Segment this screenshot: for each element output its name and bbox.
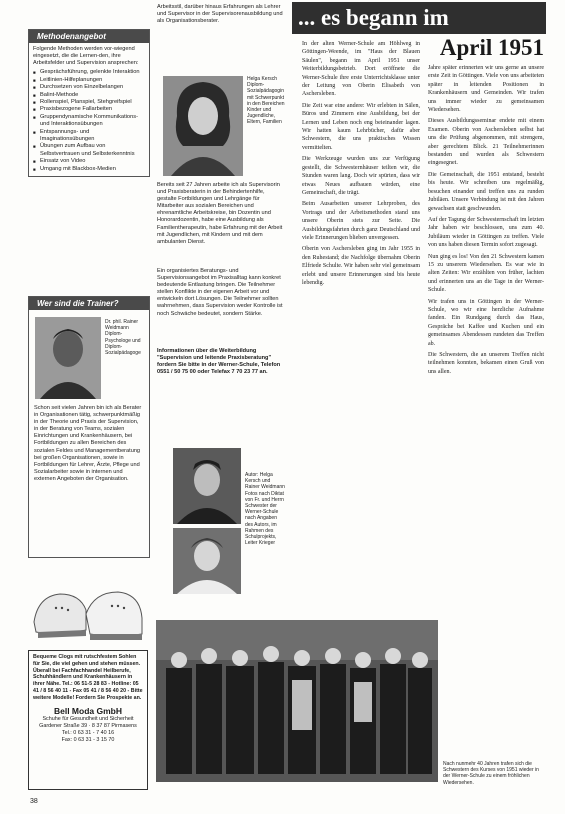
trainer-quote: Schon seit vielen Jahren bin ich als Berater in Organisationen tätig, schwerpunktmäßig in der Theorie und Praxis der Supervision, in der Beratung von Teams, sozialen Einrichtungen und Krankenhäusern, bei Fortbildungen zu allen Bereichen des sozialen Feldes und Managementberatung bei großen Organisationen, sowie in Fortbildungen für Lehrer, Ärzte, Pflege und Sozialarbeiter sowie in internen und externen Angeboten der Organisation. xyxy=(34,405,142,482)
method-item: ■ Gruppendynamische Kommunikations- und Interaktionsübungen xyxy=(33,114,145,129)
method-item: ■ Gesprächsführung, gelenkte Interaktion xyxy=(33,69,145,76)
article-paragraph: Dieses Ausbildungsseminar endete mit einem Examen. Oberin von Aschersleben selbst hat uns die Prüfung abgenommen, mit strengem, aber gerechtem Blick. 21 Teilnehmerinnen bestanden und wurden als Schwestern eingesegnet. xyxy=(428,118,544,167)
article-title-line-1: ... es begann im xyxy=(292,2,546,34)
middle-quote-3: Ein organisiertes Beratungs- und Supervisionsangebot im Praxisalltag kann konkret bedeutende Entlastung bringen. Die Teilnehmer stellen Konflikte in der eigenen Arbeit vor und entwickeln dort Lösungen. Die Teilnehmer sollten wahrnehmen, dass Supervision weder Kontrolle ist noch Schwäche bedeutet, sondern Stärke. xyxy=(157,268,283,317)
methods-box-header: Methodenangebot xyxy=(29,30,149,43)
article-paragraph: Die Schwestern, die an unserem Treffen nicht teilnehmen konnten, bekamen einen Gruß von uns allen. xyxy=(428,352,544,375)
group-photo-caption: Nach nunmehr 40 Jahren trafen sich die Schwestern des Kurses von 1951 wieder in der Werner-Schule zu einem fröhlichen Wiedersehen. xyxy=(442,760,548,787)
shoe-illustration xyxy=(28,574,148,646)
article-paragraph: Nun ging es los! Von den 21 Schwestern kamen 15 zu unserem Wiedersehen. Es war wie in alten Zeiten: Wir erzählten von früher, lachten und erinnerten uns an die Tage in der Werner-Schule. xyxy=(428,253,544,294)
article-paragraph: Die Zeit war eine andere: Wir erlebten in Sälen, Büros und Zimmern eine Ausbildung, bei der Lernen und Leben noch eng beieinander lagen. Wir hatten kaum Lehrbücher, dafür aber Schwestern, die uns praktisches Wissen vermittelten. xyxy=(302,102,420,151)
photo-authors-caption: Autor: Helga Kersch und Rainer Weidmann Fotos nach Diktat von Fr. und Herrn Schwester der Werner-Schule nach Angaben des Autors, im Rahmen des Schulprojekts, Leiter Krieger xyxy=(245,472,285,547)
shoe-ad-box xyxy=(28,650,148,790)
middle-top-text: Arbeitsstil, darüber hinaus Erfahrungen als Lehrer und Supervisor in der Supervisorenausbildung und als Organisationsberater. xyxy=(157,4,283,25)
method-item: ■ Umgang mit Blackbox-Medien xyxy=(33,166,145,173)
page-number: 38 xyxy=(30,798,38,805)
methods-intro: Folgende Methoden werden vor-wiegend eingesetzt, die die Lernen-den, ihre Arbeitsfelder und Supervision ansprechen: xyxy=(33,46,139,67)
photo-kersch xyxy=(163,76,243,176)
method-item: ■ Praxisbezogene Fallarbeiten xyxy=(33,106,145,113)
article-column-2 xyxy=(428,64,544,379)
article-paragraph: Auf der Tagung der Schwesternschaft im letzten Jahr haben wir beschlossen, uns zum 40. Jubiläum wieder in Göttingen zu treffen. Viele von uns haben diesen Termin sofort zugesagt. xyxy=(428,216,544,249)
method-item: ■ Rollenspiel, Planspiel, Stehgreifspiel xyxy=(33,99,145,106)
methods-list xyxy=(33,69,145,173)
article-paragraph: Beim Ausarbeiten unserer Lehrproben, des Vortrags und der Arbeitsmethoden stand uns unsere Oberin stets zur Seite. Die Ausbildungsfahrten durch ganz Deutschland und viele Erinnerungen blieben unvergessen. xyxy=(302,201,420,241)
article-paragraph: Die Gemeinschaft, die 1951 entstand, besteht bis heute. Wir schreiben uns regelmäßig, besuchen einander und treffen uns zu runden Jubiläen. Unsere Verbindung ist mit den Jahren gewachsen statt geschwunden. xyxy=(428,171,544,212)
article-paragraph: Jahre später erinnerten wir uns gerne an unsere erste Zeit in Göttingen. Viele von uns arbeiteten später in leitenden Positionen in Krankenhäusern und Gemeinden. Wir trafen uns immer wieder zu gemeinsamen Wiedersehen. xyxy=(428,65,544,114)
shoe-ad-text: Bequeme Clogs mit rutschfestem Sohlen für Sie, die viel gehen und stehen müssen. Überall bei Fachfachhandel Heilberufe, Schuhhändlern und Krankenhäusern in ihrer Nähe. Tel.: 06 51-5 28 83 - Hotline: 05 41 / 8 56 40 11 - Fax 05 41 / 8 56 40 20 - Bitte weitere Modelle! Fordern Sie Prospekte an. xyxy=(33,654,143,701)
article-paragraph: In der alten Werner-Schule am Höhlweg in Göttingen-Weende, im "Haus der Blauen Säulen", begann im April 1951 unser Weiterbildungsbetrieb. Dort eröffnete die Werner-Schule ihre erste Unterrichtsklasse unter der Leitung von Oberin Elisabeth von Aschersleben. xyxy=(302,41,420,98)
method-item: ■ Balint-Methode xyxy=(33,92,145,99)
trainer-photo-weidmann xyxy=(35,317,101,399)
article-column-1 xyxy=(302,40,420,290)
group-photo xyxy=(156,620,438,782)
shoe-ad-subline: Schuhe für Gesundheit und Sicherheit xyxy=(42,715,134,722)
trainer-caption-weidmann: Dr. phil. Rainer Weidmann Diplom-Psychologe und Diplom-Sozialpädagoge xyxy=(105,319,141,357)
photo-author-2 xyxy=(173,528,241,594)
method-item: ■ Übungen zum Aufbau von Selbstvertrauen und Selbsterkenntnis xyxy=(33,143,145,158)
shoe-ad-fax: Fax: 0 63 31 - 3 15 70 xyxy=(61,736,115,743)
photo-author-1 xyxy=(173,448,241,524)
trainer-box-header: Wer sind die Trainer? xyxy=(29,297,149,310)
article-title-line-2: April 1951 xyxy=(439,35,544,60)
shoe-ad-company: Bell Moda GmbH xyxy=(53,705,122,716)
method-item: ■ Durchsetzen von Einzelbelangen xyxy=(33,84,145,91)
article-paragraph: Die Werkzeuge wurden uns zur Verfügung gestellt, die Schwesternhäuser teilten wir, die Stunden waren lang. Doch wir spürten, dass wir etwas Neues aufbauen würden, eine Gemeinschaft, die trägt. xyxy=(302,156,420,196)
article-paragraph: Oberin von Aschersleben ging im Jahr 1955 in den Ruhestand; die Nachfolge übernahm Oberin Elfriede Schulte. Wir haben sehr viel gemeinsam erlebt und unsere Erinnerungen sind bis heute lebendig. xyxy=(302,246,420,286)
article-paragraph: Wir trafen uns in Göttingen in der Werner-Schule, wo wir eine herzliche Aufnahme fanden. Ein Rundgang durch das Haus, Gespräche bei Kaffee und Kuchen und ein gemeinsames Abendessen rundeten das Treffen ab. xyxy=(428,298,544,347)
methods-box xyxy=(28,29,150,177)
shoe-ad-phone: Tel.: 0 63 31 - 7 40 16 xyxy=(61,729,115,736)
method-item: ■ Einsatz von Video xyxy=(33,158,145,165)
middle-quote-2: Bereits seit 27 Jahren arbeite ich als Supervisorin und Praxisberaterin in der Behindertenhilfe, gestalte Fortbildungen und Lehrgänge für Mitarbeiter aus sozialen Bereichen und ehrenamtliche Arbeitskreise, bin Dozentin und Honorardozentin, habe eine Ausbildung als Familientherapeutin, habe Erfahrung mit der Arbeit mit Jugendlichen, mit Kindern und mit dem ambulanten Dienst. xyxy=(157,182,283,245)
middle-info-heading: Informationen über die Weiterbildung "Supervision und leitende Praxisberatung" fordern Sie bitte in der Werner-Schule, Telefon 0551 / 50 75 00 oder Telefax 7 70 23 77 an. xyxy=(157,348,281,376)
method-item: ■ Leitlinien-Hilfeplanungen xyxy=(33,77,145,84)
trainer-box xyxy=(28,296,150,558)
photo-kersch-caption: Helga Kersch Diplom-Sozialpädagogin mit Schwerpunkt in den Bereichen Kinder und Jugendliche, Eltern, Familien xyxy=(247,76,285,126)
shoe-ad-address: Gardener Straße 39 · 8 37 87 Pirmasens xyxy=(39,722,137,729)
method-item: ■ Entspannungs- und Imaginationsübungen xyxy=(33,129,145,144)
